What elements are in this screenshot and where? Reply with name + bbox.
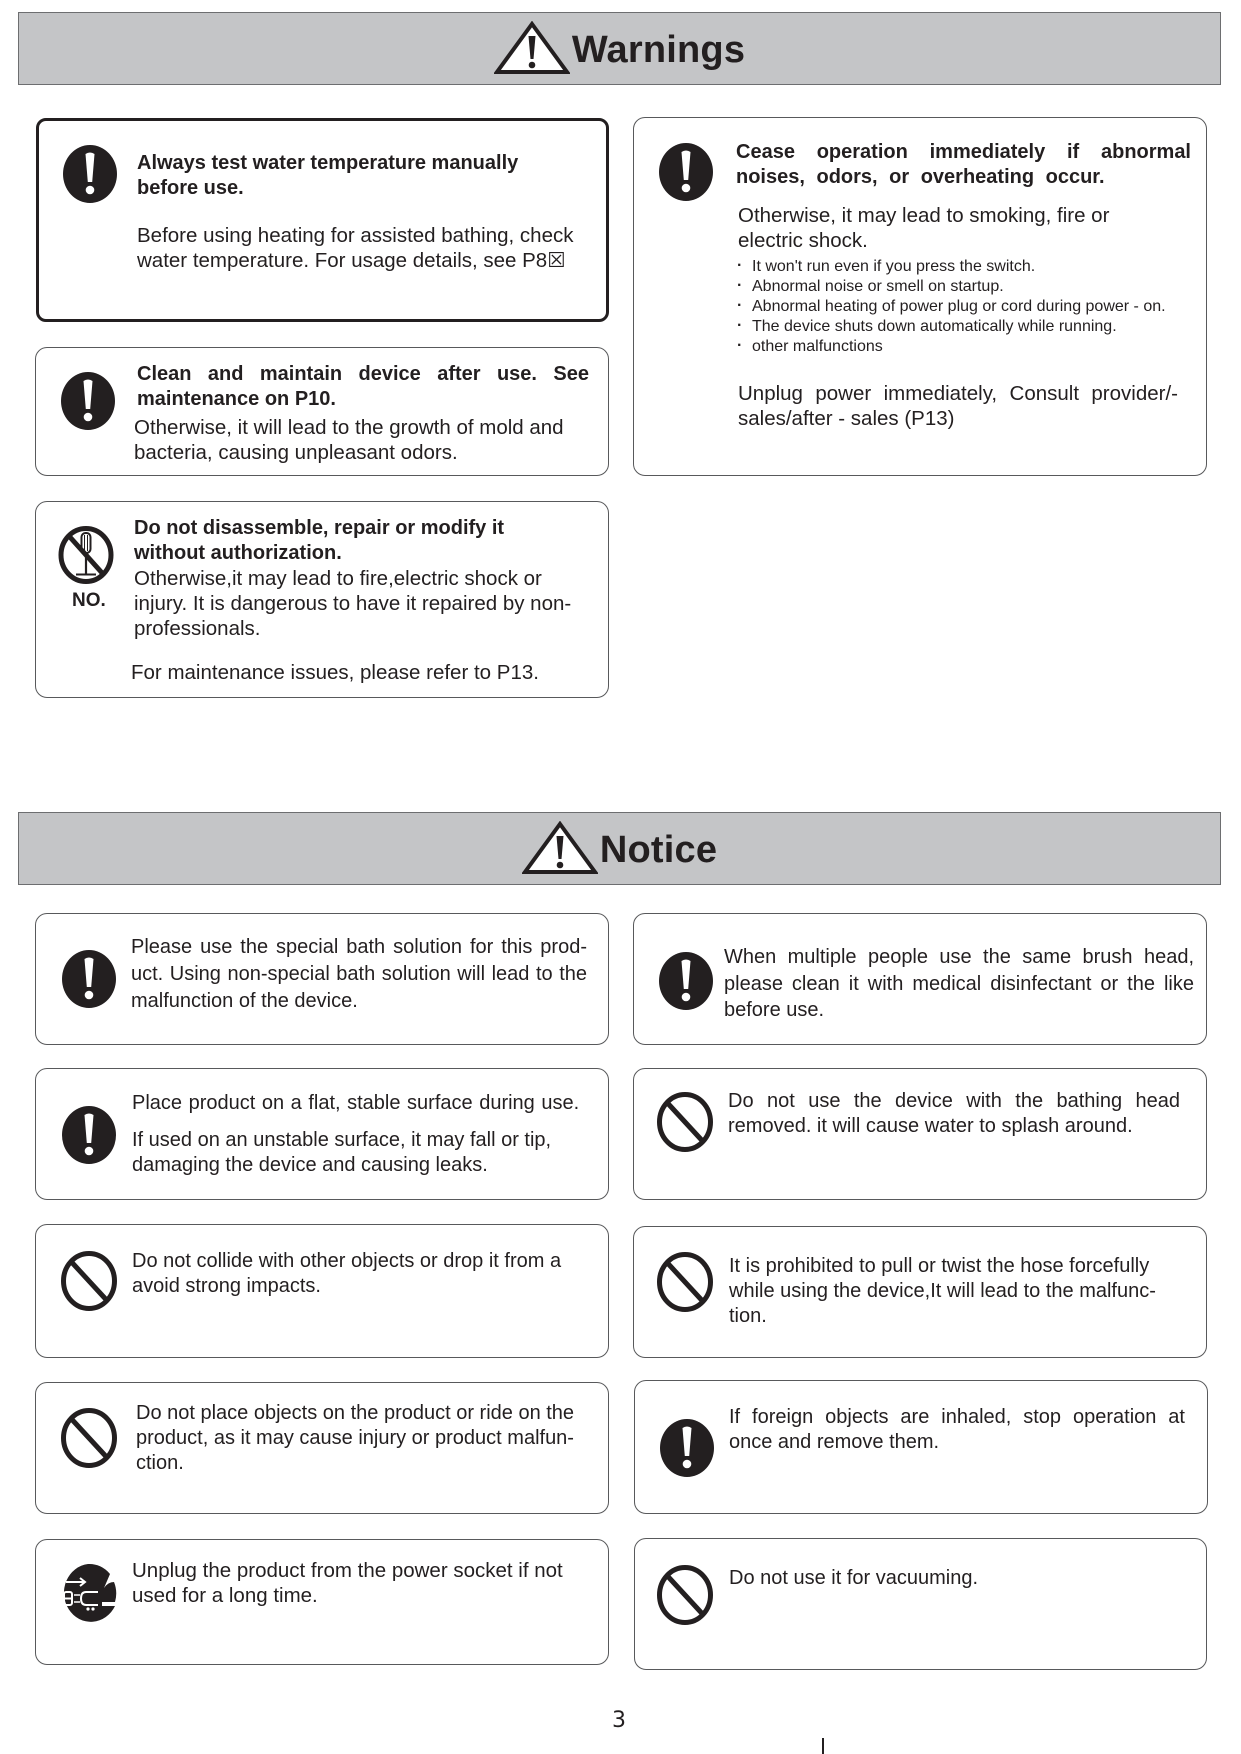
warning-title: Cease operation immediately if abnormal noises, odors, or overheating occur.: [736, 141, 1191, 188]
mandatory-exclamation-icon: [60, 143, 120, 205]
mandatory-exclamation-icon: [656, 141, 716, 203]
warning-title: Always test water temperature manually before use.: [137, 152, 519, 199]
no-label: NO.: [72, 590, 106, 611]
crop-mark: [822, 1738, 824, 1754]
malfunction-item: · other malfunctions: [737, 337, 1197, 357]
warning-card-water-temperature: [36, 118, 609, 322]
malfunction-item: · It won't run even if you press the switch.: [737, 257, 1197, 277]
notice-text: Do not use the device with the bathing head removed. it will cause water to splash around.: [728, 1090, 1180, 1137]
malfunction-item: · Abnormal noise or smell on startup.: [737, 277, 1197, 297]
prohibition-icon: [59, 1407, 119, 1469]
mandatory-exclamation-icon: [656, 950, 716, 1012]
warning-card-clean-maintain: [35, 347, 609, 476]
notice-text-detail: If used on an unstable surface, it may fall or tip, damaging the device and causing leaks.: [132, 1129, 552, 1176]
no-disassembly-icon: [56, 524, 116, 586]
notice-card: [35, 1068, 609, 1200]
warning-card-cease-operation: [633, 117, 1207, 476]
notice-card: [633, 1068, 1207, 1200]
notice-text: It is prohibited to pull or twist the hose forcefully while using the device,It will lead to the malfunc-tion.: [729, 1255, 1156, 1327]
warning-note: For maintenance issues, please refer to P13.: [131, 661, 539, 684]
warnings-title: Warnings: [571, 29, 746, 71]
malfunction-item: · The device shuts down automatically while running.: [737, 317, 1197, 337]
notice-text: Do not use it for vacuuming.: [729, 1567, 979, 1589]
notice-card: [634, 1380, 1208, 1514]
notice-card: [35, 913, 609, 1045]
page-number: 3: [612, 1708, 626, 1733]
malfunction-item: · Abnormal heating of power plug or cord during power - on.: [737, 297, 1197, 317]
warning-title: Do not disassemble, repair or modify it without authorization.: [134, 517, 505, 564]
notice-card: [633, 1226, 1207, 1358]
warning-card-no-disassembly: [35, 501, 609, 698]
notice-text: Do not place objects on the product or ride on the product, as it may cause injury or product malfun-ction.: [136, 1402, 575, 1474]
notice-text: Do not collide with other objects or drop it from a avoid strong impacts.: [132, 1250, 562, 1297]
prohibition-icon: [655, 1564, 715, 1626]
notice-card: [633, 913, 1207, 1045]
warning-action: Unplug power immediately, Consult provider/-sales/after - sales (P13): [738, 382, 1178, 430]
prohibition-icon: [655, 1091, 715, 1153]
prohibition-icon: [655, 1251, 715, 1313]
warning-triangle-icon: [522, 821, 598, 875]
prohibition-icon: [59, 1250, 119, 1312]
notice-text: Please use the special bath solution for this prod-uct. Using non-special bath solution will lead to the malfunction of the device.: [131, 936, 587, 1012]
notice-card: [35, 1539, 609, 1665]
notice-card: [634, 1538, 1207, 1670]
warning-body: Otherwise,it may lead to fire,electric shock or injury. It is dangerous to have it repaired by non-professionals.: [134, 567, 572, 640]
mandatory-exclamation-icon: [657, 1417, 717, 1479]
warning-title: Clean and maintain device after use. See maintenance on P10.: [137, 363, 589, 410]
notice-card: [35, 1224, 609, 1358]
warning-body: Before using heating for assisted bathing, check water temperature. For usage details, see P8☒: [137, 224, 574, 272]
unplug-icon: [58, 1562, 118, 1624]
notice-card: [35, 1382, 609, 1514]
notice-text: When multiple people use the same brush head, please clean it with medical disinfectant or the like before use.: [724, 946, 1194, 1021]
mandatory-exclamation-icon: [58, 370, 118, 432]
mandatory-exclamation-icon: [59, 1104, 119, 1166]
notice-title: Notice: [599, 829, 718, 871]
mandatory-exclamation-icon: [59, 948, 119, 1010]
notice-text: If foreign objects are inhaled, stop operation at once and remove them.: [729, 1406, 1185, 1453]
notice-text: Unplug the product from the power socket if not used for a long time.: [132, 1559, 563, 1607]
warnings-header: [18, 12, 1221, 85]
warning-body: Otherwise, it will lead to the growth of mold and bacteria, causing unpleasant odors.: [134, 416, 564, 464]
malfunction-list: [737, 257, 1197, 357]
notice-header: [18, 812, 1221, 885]
warning-body: Otherwise, it may lead to smoking, fire or electric shock.: [738, 204, 1110, 252]
warning-triangle-icon: [494, 21, 570, 75]
notice-text: Place product on a flat, stable surface during use.: [132, 1092, 580, 1114]
